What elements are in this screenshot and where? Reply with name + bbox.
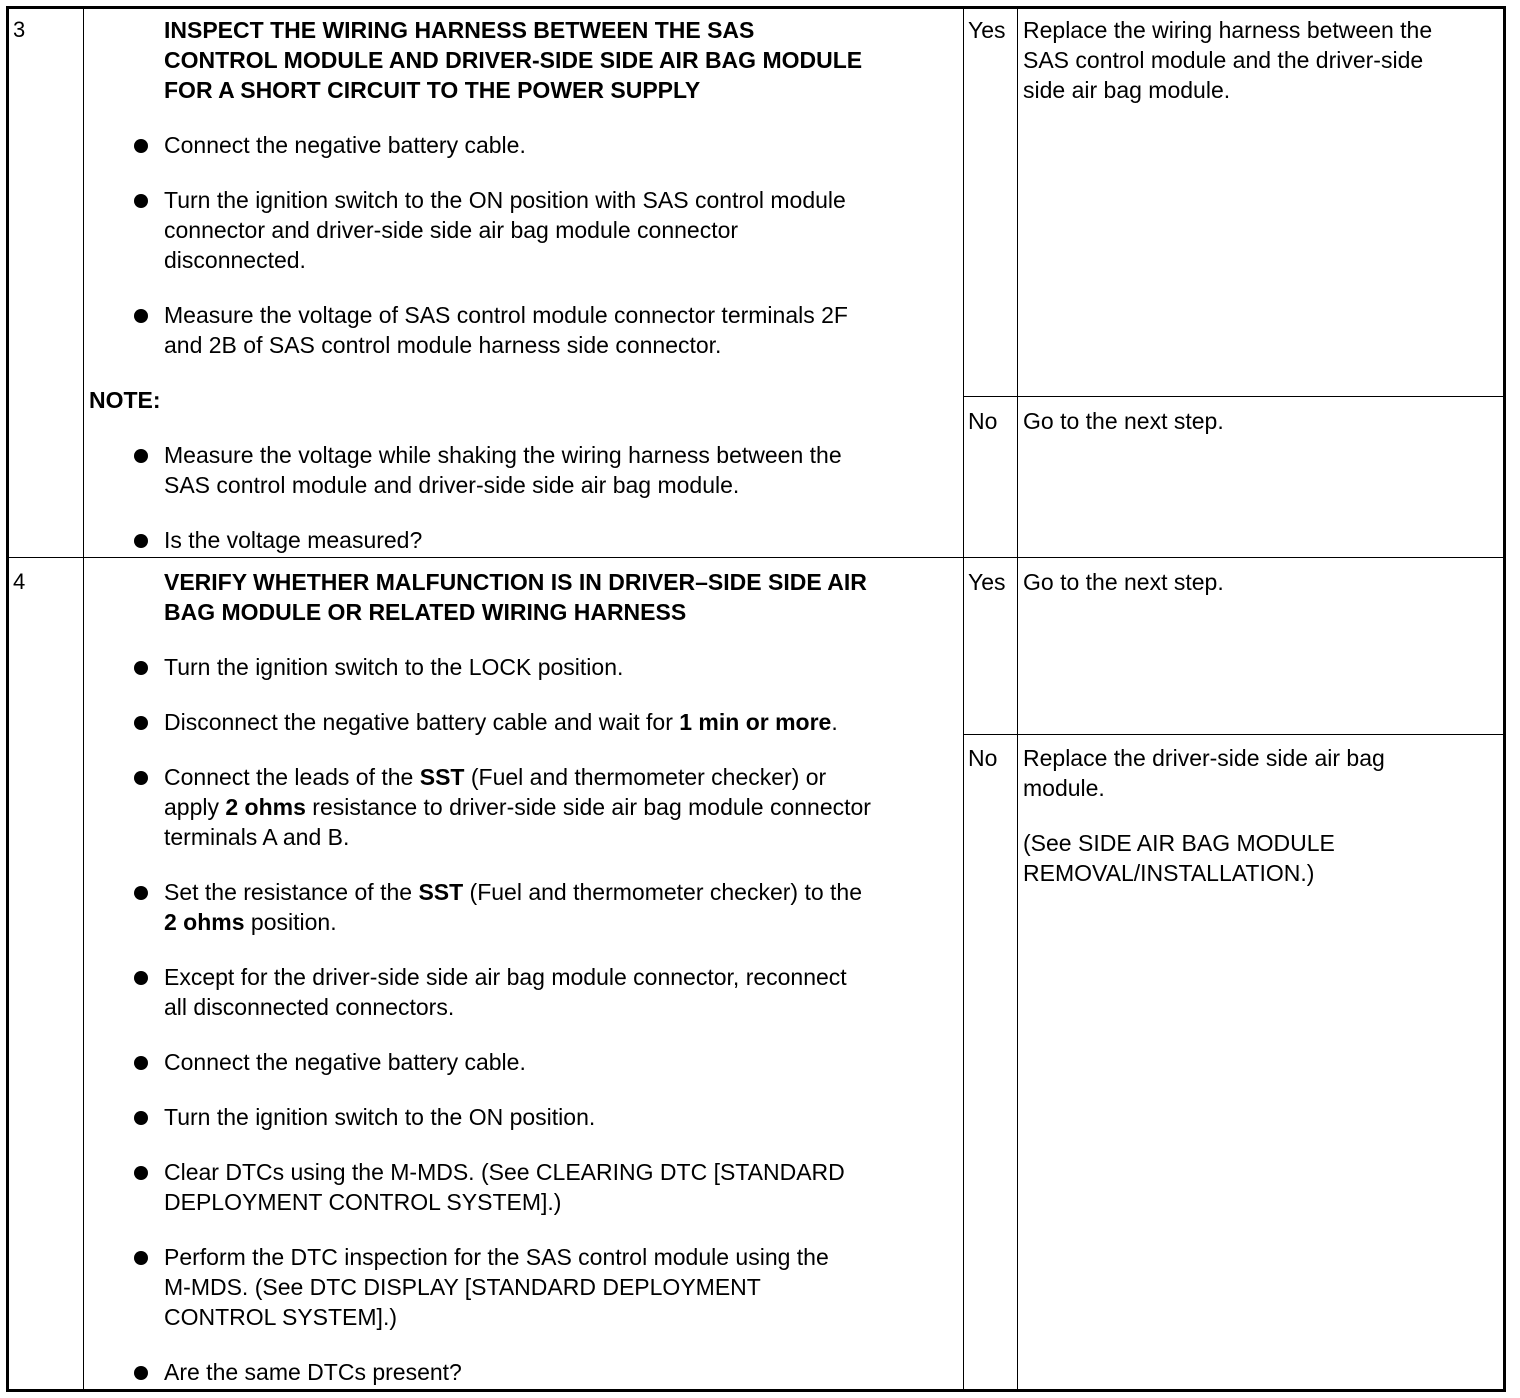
step-heading-line: INSPECT THE WIRING HARNESS BETWEEN THE SAS <box>164 17 755 43</box>
step-number: 4 <box>13 569 26 594</box>
instruction-line: 2 ohms position. <box>164 909 337 935</box>
instruction-line: Disconnect the negative battery cable and wait for 1 min or more. <box>164 709 838 735</box>
step-heading-line: BAG MODULE OR RELATED WIRING HARNESS <box>164 599 687 625</box>
step-number: 3 <box>13 17 26 42</box>
result-yes-action: SAS control module and the driver-side <box>1023 47 1424 73</box>
result-no-label: No <box>968 408 998 434</box>
instruction-line: apply 2 ohms resistance to driver-side side air bag module connector <box>164 794 871 820</box>
result-no-action: Replace the driver-side side air bag <box>1023 745 1385 771</box>
bullet-dot-icon <box>134 716 148 730</box>
instruction-line: Connect the leads of the SST (Fuel and thermometer checker) or <box>164 764 827 790</box>
result-no-reference: REMOVAL/INSTALLATION.) <box>1023 860 1315 886</box>
result-no-action: module. <box>1023 775 1105 801</box>
result-yes-action: Replace the wiring harness between the <box>1023 17 1433 43</box>
result-divider <box>963 734 1503 735</box>
instruction-line: Clear DTCs using the M-MDS. (See CLEARING DTC [STANDARD <box>164 1159 845 1185</box>
result-divider <box>963 396 1503 397</box>
row-divider <box>9 557 1503 558</box>
note-label: NOTE: <box>89 387 161 413</box>
instruction-line: Set the resistance of the SST (Fuel and thermometer checker) to the <box>164 879 863 905</box>
bullet-dot-icon <box>134 1366 148 1380</box>
bullet-dot-icon <box>134 534 148 548</box>
step-heading-line: CONTROL MODULE AND DRIVER-SIDE SIDE AIR BAG MODULE <box>164 47 863 73</box>
bullet-dot-icon <box>134 309 148 323</box>
bullet-dot-icon <box>134 1111 148 1125</box>
result-no-reference: (See SIDE AIR BAG MODULE <box>1023 830 1335 856</box>
instruction-question: Are the same DTCs present? <box>164 1359 462 1385</box>
instruction-line: Turn the ignition switch to the LOCK position. <box>164 654 624 680</box>
instruction-line: Measure the voltage of SAS control module connector terminals 2F <box>164 302 848 328</box>
instruction-line: Turn the ignition switch to the ON position with SAS control module <box>164 187 846 213</box>
column-divider <box>963 9 964 1389</box>
instruction-line: Connect the negative battery cable. <box>164 132 526 158</box>
bullet-dot-icon <box>134 1056 148 1070</box>
step-heading-line: VERIFY WHETHER MALFUNCTION IS IN DRIVER–SIDE SIDE AIR <box>164 569 867 595</box>
bullet-dot-icon <box>134 971 148 985</box>
bullet-dot-icon <box>134 661 148 675</box>
instruction-line: M-MDS. (See DTC DISPLAY [STANDARD DEPLOYMENT <box>164 1274 761 1300</box>
bullet-dot-icon <box>134 139 148 153</box>
instruction-line: all disconnected connectors. <box>164 994 455 1020</box>
instruction-line: CONTROL SYSTEM].) <box>164 1304 397 1330</box>
note-line: Measure the voltage while shaking the wiring harness between the <box>164 442 842 468</box>
instruction-line: Perform the DTC inspection for the SAS control module using the <box>164 1244 829 1270</box>
instruction-line: Connect the negative battery cable. <box>164 1049 526 1075</box>
instruction-line: Except for the driver-side side air bag module connector, reconnect <box>164 964 847 990</box>
note-line: SAS control module and driver-side side air bag module. <box>164 472 740 498</box>
bullet-dot-icon <box>134 771 148 785</box>
result-no-label: No <box>968 745 998 771</box>
bullet-dot-icon <box>134 1166 148 1180</box>
instruction-question: Is the voltage measured? <box>164 527 423 553</box>
bullet-dot-icon <box>134 194 148 208</box>
bullet-dot-icon <box>134 886 148 900</box>
instruction-line: connector and driver-side side air bag module connector <box>164 217 739 243</box>
result-yes-label: Yes <box>968 17 1006 43</box>
result-yes-action: side air bag module. <box>1023 77 1231 103</box>
troubleshooting-table <box>6 6 1506 1392</box>
instruction-line: terminals A and B. <box>164 824 350 850</box>
result-yes-label: Yes <box>968 569 1006 595</box>
column-divider <box>1017 9 1018 1389</box>
result-no-action: Go to the next step. <box>1023 408 1224 434</box>
bullet-dot-icon <box>134 449 148 463</box>
instruction-line: DEPLOYMENT CONTROL SYSTEM].) <box>164 1189 562 1215</box>
instruction-line: Turn the ignition switch to the ON position. <box>164 1104 596 1130</box>
bullet-dot-icon <box>134 1251 148 1265</box>
step-heading-line: FOR A SHORT CIRCUIT TO THE POWER SUPPLY <box>164 77 701 103</box>
result-yes-action: Go to the next step. <box>1023 569 1224 595</box>
instruction-line: disconnected. <box>164 247 306 273</box>
column-divider <box>83 9 84 1389</box>
instruction-line: and 2B of SAS control module harness side connector. <box>164 332 722 358</box>
